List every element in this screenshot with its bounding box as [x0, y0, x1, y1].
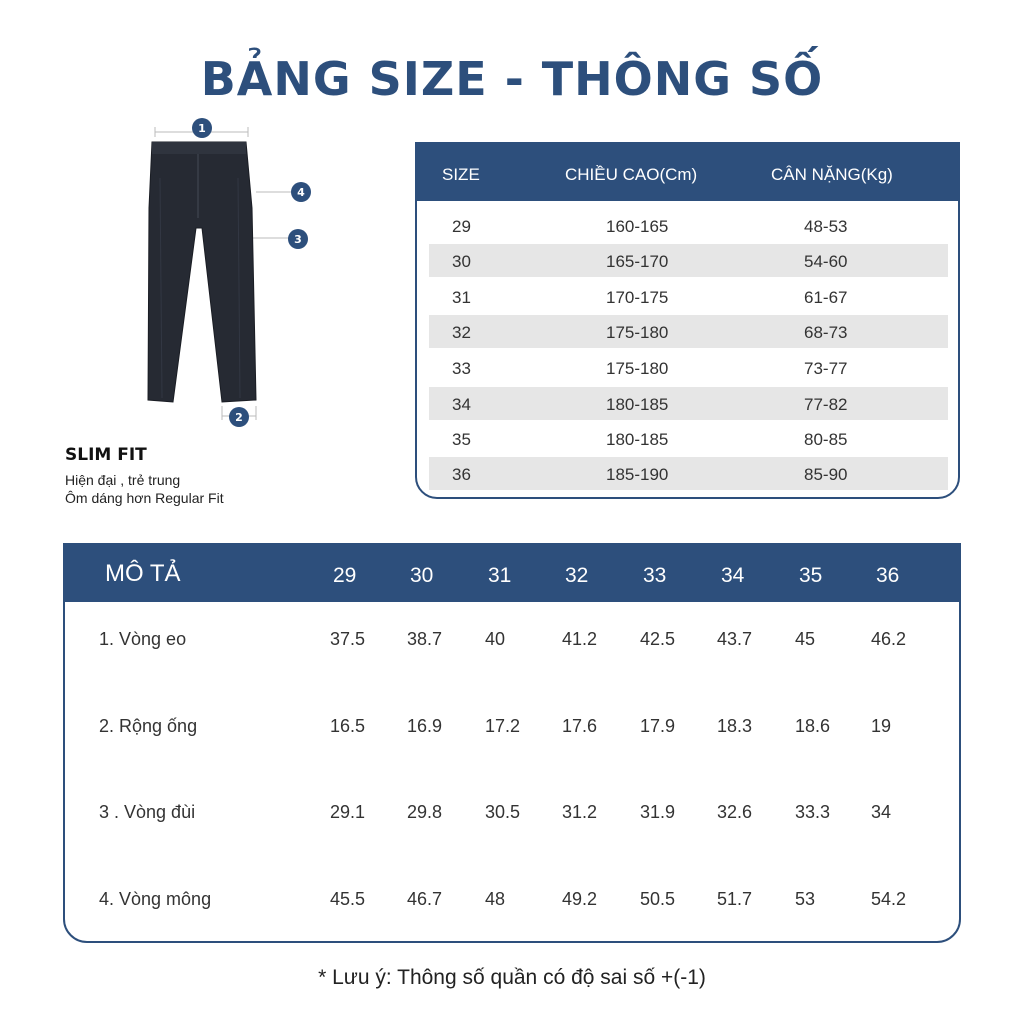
cell-value: 40 — [485, 629, 506, 649]
size-table-header — [417, 144, 958, 201]
cell-size: 33 — [452, 359, 471, 378]
cell-value: 51.7 — [717, 889, 753, 909]
row-label: 4. Vòng mông — [99, 889, 212, 909]
header-size-33: 33 — [643, 564, 667, 587]
cell-value: 30.5 — [485, 802, 521, 822]
cell-weight: 61-67 — [804, 288, 848, 307]
cell-value: 43.7 — [717, 629, 753, 649]
cell-height: 160-165 — [606, 217, 669, 236]
marker-2-badge: 2 — [229, 407, 249, 427]
cell-value: 37.5 — [330, 629, 366, 649]
row-label: 1. Vòng eo — [99, 629, 187, 649]
table-row — [65, 716, 959, 746]
header-height: CHIỀU CAO(Cm) — [565, 165, 698, 184]
header-size-29: 29 — [333, 564, 357, 587]
cell-height: 165-170 — [606, 252, 669, 271]
header-size-34: 34 — [721, 564, 745, 587]
fit-desc-line-1: Hiện đại , trẻ trung — [65, 472, 181, 488]
page-title: BẢNG SIZE - THÔNG SỐ — [200, 52, 824, 106]
pants-image — [140, 118, 340, 428]
cell-weight: 68-73 — [804, 323, 848, 342]
header-size-35: 35 — [799, 564, 823, 587]
cell-value: 46.2 — [871, 629, 907, 649]
table-row — [65, 802, 959, 832]
cell-value: 29.1 — [330, 802, 366, 822]
row-label: 3 . Vòng đùi — [99, 802, 196, 822]
measurement-table-header — [65, 545, 959, 602]
cell-value: 32.6 — [717, 802, 753, 822]
cell-value: 50.5 — [640, 889, 676, 909]
table-row — [65, 629, 959, 659]
table-row — [429, 351, 948, 384]
marker-1-badge: 1 — [192, 118, 212, 138]
cell-value: 18.6 — [795, 716, 831, 736]
cell-value: 46.7 — [407, 889, 443, 909]
table-row — [429, 457, 948, 490]
cell-value: 29.8 — [407, 802, 443, 822]
cell-height: 180-185 — [606, 395, 669, 414]
cell-size: 35 — [452, 430, 471, 449]
cell-value: 42.5 — [640, 629, 676, 649]
cell-weight: 48-53 — [804, 217, 848, 236]
cell-height: 175-180 — [606, 323, 669, 342]
cell-value: 16.9 — [407, 716, 443, 736]
cell-value: 34 — [871, 802, 892, 822]
header-size-36: 36 — [876, 564, 900, 587]
cell-value: 54.2 — [871, 889, 907, 909]
cell-size: 36 — [452, 465, 471, 484]
pants-illustration — [140, 118, 340, 428]
cell-weight: 80-85 — [804, 430, 848, 449]
cell-size: 30 — [452, 252, 471, 271]
size-chart-table — [415, 142, 960, 499]
table-row — [429, 422, 948, 455]
header-size: SIZE — [442, 165, 480, 184]
cell-size: 32 — [452, 323, 471, 342]
cell-height: 185-190 — [606, 465, 669, 484]
cell-value: 53 — [795, 889, 816, 909]
header-description: MÔ TẢ — [105, 560, 181, 587]
measurement-table — [63, 543, 961, 943]
cell-value: 41.2 — [562, 629, 598, 649]
table-row — [429, 315, 948, 348]
header-size-32: 32 — [565, 564, 589, 587]
cell-value: 17.9 — [640, 716, 676, 736]
cell-value: 38.7 — [407, 629, 443, 649]
cell-weight: 85-90 — [804, 465, 848, 484]
cell-value: 18.3 — [717, 716, 753, 736]
cell-weight: 54-60 — [804, 252, 848, 271]
cell-value: 17.6 — [562, 716, 598, 736]
cell-height: 180-185 — [606, 430, 669, 449]
cell-weight: 77-82 — [804, 395, 848, 414]
cell-value: 49.2 — [562, 889, 598, 909]
fit-name: SLIM FIT — [65, 445, 147, 465]
fit-desc-line-2: Ôm dáng hơn Regular Fit — [65, 490, 224, 506]
cell-value: 31.2 — [562, 802, 598, 822]
cell-height: 170-175 — [606, 288, 669, 307]
table-row — [429, 387, 948, 420]
cell-size: 34 — [452, 395, 471, 414]
table-row — [429, 209, 948, 242]
marker-3-badge: 3 — [288, 229, 308, 249]
cell-value: 16.5 — [330, 716, 366, 736]
header-weight: CÂN NẶNG(Kg) — [771, 165, 893, 184]
cell-height: 175-180 — [606, 359, 669, 378]
cell-weight: 73-77 — [804, 359, 848, 378]
cell-size: 31 — [452, 288, 471, 307]
cell-value: 45 — [795, 629, 816, 649]
cell-value: 19 — [871, 716, 892, 736]
table-row — [429, 280, 948, 313]
header-size-30: 30 — [410, 564, 434, 587]
cell-value: 33.3 — [795, 802, 831, 822]
header-size-31: 31 — [488, 564, 512, 587]
row-label: 2. Rộng ống — [99, 716, 198, 736]
table-row — [429, 244, 948, 277]
cell-value: 17.2 — [485, 716, 521, 736]
cell-value: 45.5 — [330, 889, 366, 909]
cell-size: 29 — [452, 217, 471, 236]
cell-value: 48 — [485, 889, 506, 909]
cell-value: 31.9 — [640, 802, 676, 822]
table-row — [65, 889, 959, 919]
tolerance-note: * Lưu ý: Thông số quần có độ sai số +(-1) — [318, 966, 706, 989]
marker-4-badge: 4 — [291, 182, 311, 202]
